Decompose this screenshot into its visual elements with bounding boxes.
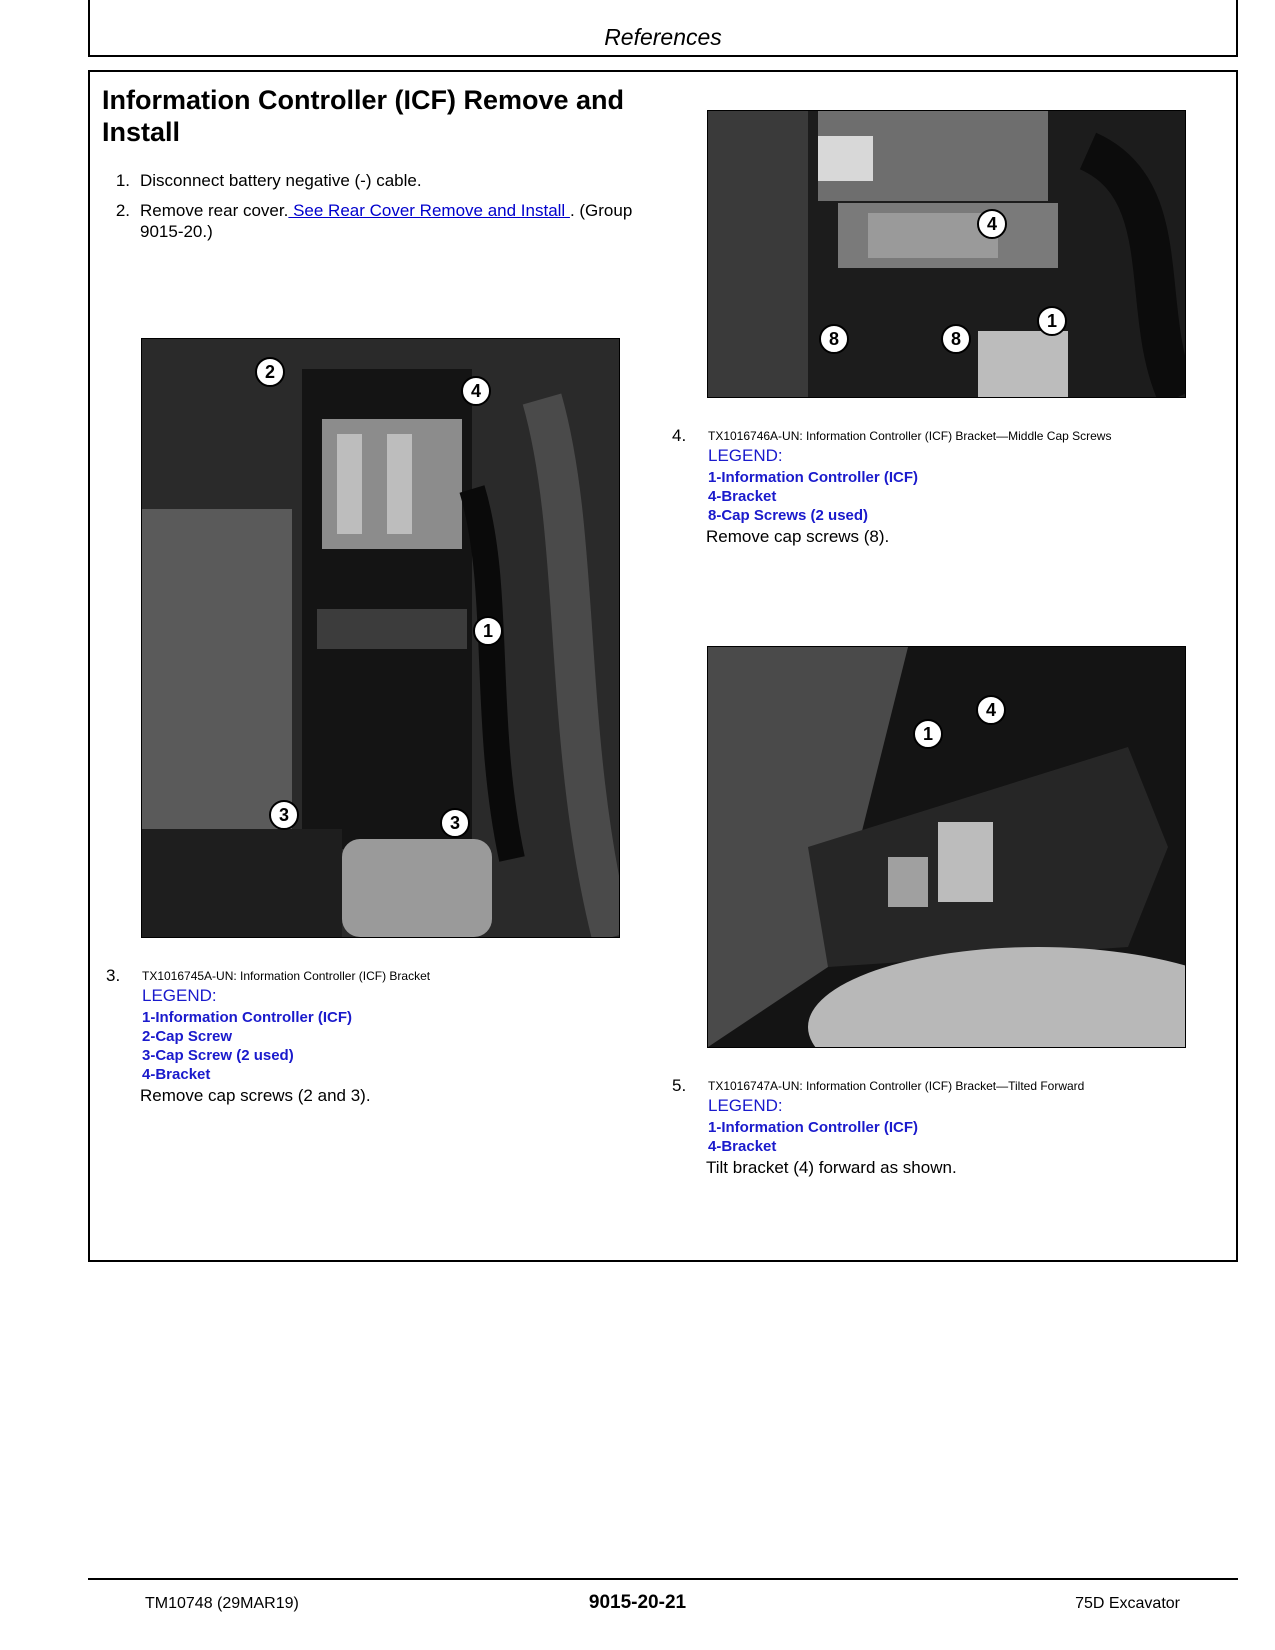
footer-manual-id: TM10748 (29MAR19) (145, 1595, 299, 1612)
svg-text:8: 8 (828, 329, 840, 349)
figure-3-legend-item: 3-Cap Screw (2 used) (142, 1047, 294, 1064)
callout-1 (474, 617, 502, 645)
figure-5-legend-item: 1-Information Controller (ICF) (708, 1119, 918, 1136)
figure-4-id: TX1016746A-UN: Information Controller (ICF) Bracket—Middle Cap Screws (708, 429, 1112, 443)
callout-3-left (270, 801, 298, 829)
step-1-text: Disconnect battery negative (-) cable. (140, 171, 422, 190)
figure-5-id: TX1016747A-UN: Information Controller (ICF) Bracket—Tilted Forward (708, 1079, 1085, 1093)
figure-5-instruction: Tilt bracket (4) forward as shown. (706, 1158, 957, 1177)
svg-text:4: 4 (986, 214, 998, 234)
figure-4-photo (707, 110, 1186, 398)
figure-5-legend-title: LEGEND: (708, 1096, 783, 1115)
step-2-text (140, 200, 660, 242)
svg-text:4: 4 (470, 381, 482, 401)
callout-8-left (820, 325, 848, 353)
figure-3-legend-item: 4-Bracket (142, 1066, 211, 1083)
callout-3-right (441, 809, 469, 837)
svg-text:3: 3 (278, 805, 290, 825)
callout-2 (256, 358, 284, 386)
figure-5-photo (707, 646, 1186, 1048)
callout-8-right (942, 325, 970, 353)
callout-1 (914, 720, 942, 748)
step-1-number: 1. (115, 171, 130, 190)
svg-text:1: 1 (482, 621, 494, 641)
figure-4-number: 4. (672, 426, 687, 445)
header-box (88, 0, 1238, 57)
step-2-text-before: Remove rear cover. (140, 201, 289, 220)
figure-4-legend-item: 4-Bracket (708, 488, 777, 505)
figure-4-caption (672, 426, 1232, 548)
figure-3-instruction: Remove cap screws (2 and 3). (140, 1086, 371, 1105)
footer-model: 75D Excavator (1075, 1595, 1180, 1612)
figure-3-legend-item: 2-Cap Screw (142, 1028, 233, 1045)
step-2-text-after: . (Group 9015-20.) (140, 201, 633, 241)
step-2 (106, 200, 666, 244)
figure-3-legend-title: LEGEND: (142, 986, 217, 1005)
callout-4 (978, 210, 1006, 238)
svg-text:3: 3 (449, 813, 461, 833)
svg-text:1: 1 (1046, 311, 1058, 331)
figure-3-id: TX1016745A-UN: Information Controller (ICF) Bracket (142, 969, 431, 983)
header-title: References (604, 24, 722, 50)
step-2-number: 2. (115, 201, 130, 220)
figure-3-legend-item: 1-Information Controller (ICF) (142, 1009, 352, 1026)
figure-3-photo (141, 338, 620, 938)
footer-page-number: 9015-20-21 (588, 1592, 687, 1613)
svg-text:4: 4 (985, 700, 997, 720)
callout-4 (462, 377, 490, 405)
figure-5-legend-item: 4-Bracket (708, 1138, 777, 1155)
figure-3-number: 3. (106, 966, 121, 985)
footer-rule (88, 1578, 1238, 1580)
rear-cover-link[interactable]: See Rear Cover Remove and Install (288, 201, 570, 220)
figure-5-caption (672, 1076, 1232, 1180)
figure-4-legend-item: 8-Cap Screws (2 used) (708, 507, 869, 524)
svg-text:2: 2 (264, 362, 276, 382)
callout-1 (1038, 307, 1066, 335)
figure-4-instruction: Remove cap screws (8). (706, 527, 890, 546)
step-1 (106, 170, 666, 192)
figure-3-caption (106, 966, 666, 1106)
figure-5-number: 5. (672, 1076, 687, 1095)
page-title: Information Controller (ICF) Remove and Install (102, 85, 625, 147)
svg-text:1: 1 (922, 724, 934, 744)
callout-4 (977, 696, 1005, 724)
figure-4-legend-item: 1-Information Controller (ICF) (708, 469, 918, 486)
figure-4-legend-title: LEGEND: (708, 446, 783, 465)
svg-text:8: 8 (950, 329, 962, 349)
